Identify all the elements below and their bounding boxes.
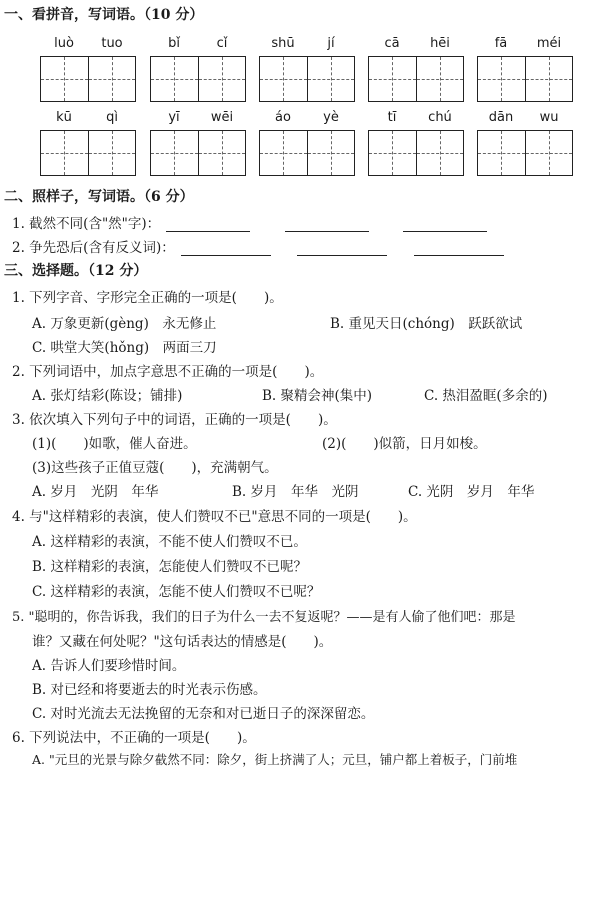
pinyin-label: áo (275, 110, 291, 125)
pinyin-label: wēi (210, 110, 234, 125)
word-box (368, 36, 465, 110)
question-3-6-stem: 6. 下列说法中，不正确的一项是( )。 (12, 730, 256, 746)
tianzige-box[interactable] (150, 130, 246, 176)
pinyin-label: hēi (430, 36, 450, 51)
word-box (259, 110, 356, 184)
question-3-3-stem: 3. 依次填入下列句子中的词语，正确的一项是( )。 (12, 412, 337, 428)
question-text: 1. 截然不同(含"然"字)： (12, 216, 161, 232)
question-3-1-stem: 1. 下列字音、字形完全正确的一项是( )。 (12, 290, 283, 306)
word-box (150, 36, 247, 110)
answer-blank[interactable] (285, 219, 369, 232)
option-c[interactable]: C. 热泪盈眶(多余的) (424, 388, 548, 404)
pinyin-label: tuo (101, 36, 123, 51)
tianzige-box[interactable] (40, 130, 136, 176)
option-a[interactable]: A. "元旦的光景与除夕截然不同：除夕，街上挤满了人；元旦，铺户都上着板子，门前堆 (32, 752, 518, 767)
word-box (259, 36, 356, 110)
option-b[interactable]: B. 这样精彩的表演，怎能使人们赞叹不已呢？ (32, 559, 308, 575)
word-box (40, 110, 137, 184)
pinyin-label: wu (539, 110, 559, 125)
tianzige-box[interactable] (368, 130, 464, 176)
pinyin-label: bǐ (168, 36, 180, 51)
question-3-2-stem: 2. 下列词语中，加点字意思不正确的一项是( )。 (12, 364, 324, 380)
pinyin-label: jí (327, 36, 335, 51)
option-a[interactable]: A. 张灯结彩(陈设；铺排) (32, 388, 183, 404)
option-c[interactable]: C. 光阴 岁月 年华 (408, 484, 535, 500)
pinyin-label: luò (54, 36, 74, 51)
answer-blank[interactable] (166, 219, 250, 232)
pinyin-label: méi (536, 36, 562, 51)
question-2-1 (12, 212, 487, 232)
word-box (477, 110, 574, 184)
answer-blank[interactable] (297, 243, 387, 256)
option-b[interactable]: B. 重见天日(chóng) 跃跃欲试 (330, 316, 523, 332)
question-text: 2. 争先恐后(含有反义词)： (12, 240, 175, 256)
word-box (368, 110, 465, 184)
tianzige-box[interactable] (368, 56, 464, 102)
pinyin-label: chú (428, 110, 452, 125)
answer-blank[interactable] (403, 219, 487, 232)
tianzige-box[interactable] (477, 130, 573, 176)
tianzige-box[interactable] (259, 130, 355, 176)
option-c[interactable]: C. 对时光流去无法挽留的无奈和对已逝日子的深深留恋。 (32, 706, 375, 722)
answer-blank[interactable] (181, 243, 271, 256)
question-3-5-stem-line-2: 谁？又藏在何处呢？"这句话表达的情感是( )。 (32, 634, 333, 650)
pinyin-label: kū (56, 110, 72, 125)
section-1-title: 一、看拼音，写词语。（10 分） (4, 7, 204, 23)
option-a[interactable]: A. 这样精彩的表演，不能不使人们赞叹不已。 (32, 534, 307, 550)
pinyin-row-1 (40, 36, 600, 110)
pinyin-label: cǐ (216, 36, 228, 51)
sentence-1: (1)( )如歌，催人奋进。 (32, 436, 197, 452)
option-a[interactable]: A. 告诉人们要珍惜时间。 (32, 658, 186, 674)
tianzige-box[interactable] (150, 56, 246, 102)
question-3-4-stem: 4. 与"这样精彩的表演，使人们赞叹不已"意思不同的一项是( )。 (12, 509, 417, 525)
option-b[interactable]: B. 岁月 年华 光阴 (232, 484, 359, 500)
word-box (150, 110, 247, 184)
option-c[interactable]: C. 这样精彩的表演，怎能不使人们赞叹不已呢？ (32, 584, 321, 600)
section-3-title: 三、选择题。（12 分） (4, 263, 148, 279)
pinyin-label: yī (168, 110, 180, 125)
pinyin-label: tī (387, 110, 397, 125)
word-box (40, 36, 137, 110)
tianzige-box[interactable] (40, 56, 136, 102)
option-b[interactable]: B. 对已经和将要逝去的时光表示伤感。 (32, 682, 267, 698)
question-3-5-stem-line-1: 5. "聪明的，你告诉我，我们的日子为什么一去不复返呢？——是有人偷了他们吧：那是 (12, 610, 516, 625)
question-2-2 (12, 236, 504, 256)
pinyin-label: fā (494, 36, 508, 51)
sentence-2: (2)( )似箭，日月如梭。 (322, 436, 487, 452)
option-a[interactable]: A. 万象更新(gèng) 永无修止 (32, 316, 217, 332)
sentence-3: (3)这些孩子正值豆蔻( )，充满朝气。 (32, 460, 278, 476)
answer-blank[interactable] (414, 243, 504, 256)
section-2-title: 二、照样子，写词语。（6 分） (4, 189, 194, 205)
option-c[interactable]: C. 哄堂大笑(hǒng) 两面三刀 (32, 340, 217, 356)
option-b[interactable]: B. 聚精会神(集中) (262, 388, 373, 404)
pinyin-label: qì (106, 110, 118, 125)
tianzige-box[interactable] (477, 56, 573, 102)
pinyin-label: cā (384, 36, 400, 51)
pinyin-label: yè (323, 110, 339, 125)
pinyin-label: shū (271, 36, 295, 51)
option-a[interactable]: A. 岁月 光阴 年华 (32, 484, 159, 500)
pinyin-row-2 (40, 110, 600, 184)
tianzige-box[interactable] (259, 56, 355, 102)
pinyin-label: dān (488, 110, 514, 125)
word-box (477, 36, 574, 110)
